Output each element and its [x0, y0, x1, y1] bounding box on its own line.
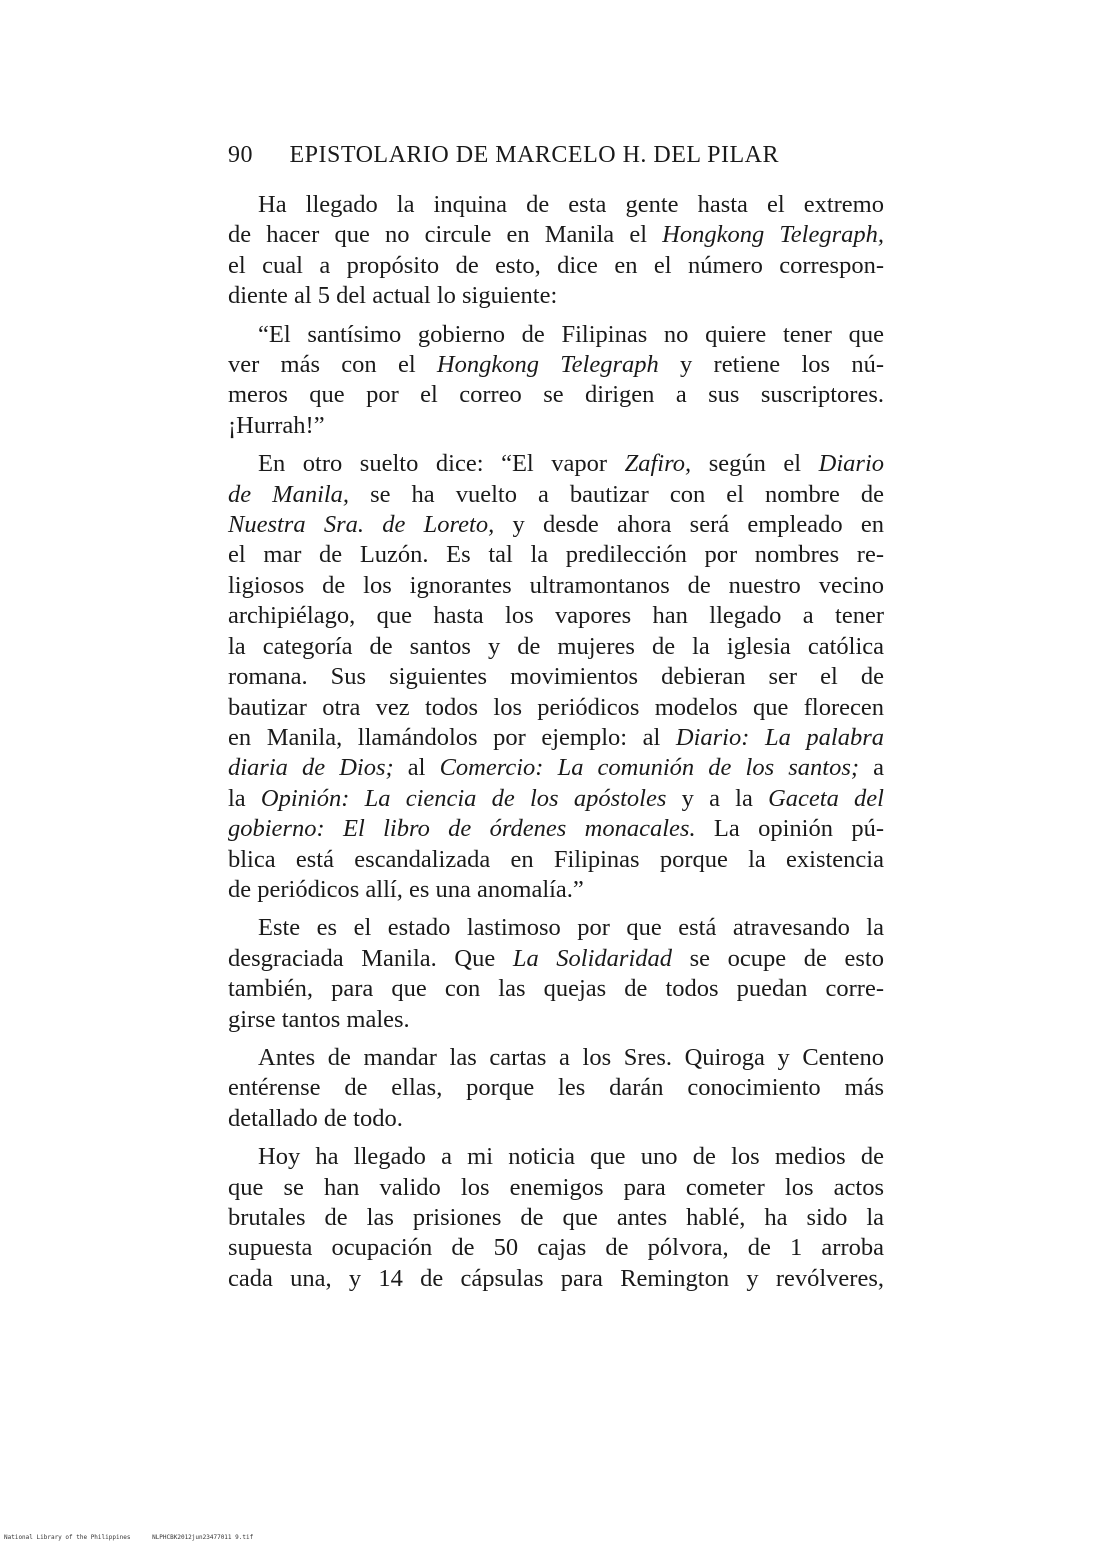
text-line: la categoría de santos y de mujeres de la iglesia católica — [228, 632, 884, 660]
text-line: meros que por el correo se dirigen a sus suscriptores. — [228, 381, 884, 409]
text-line: Antes de mandar las cartas a los Sres. Quiroga y Centeno — [258, 1043, 884, 1071]
page-header — [228, 142, 888, 169]
paragraph — [228, 320, 884, 442]
text-line: supuesta ocupación de 50 cajas de pólvora, de 1 arroba — [228, 1234, 884, 1262]
text-line: gobierno: El libro de órdenes monacales. La opinión pú- — [228, 815, 884, 843]
text-line: ¡Hurrah!” — [228, 411, 325, 439]
text-line: diaria de Dios; al Comercio: La comunión de los santos; a — [228, 754, 884, 782]
text-line: la Opinión: La ciencia de los apóstoles y a la Gaceta del — [228, 784, 884, 812]
body-text — [228, 190, 884, 1302]
text-line: girse tantos males. — [228, 1005, 410, 1033]
page-number: 90 — [228, 142, 253, 168]
paragraph — [228, 449, 884, 905]
text-line: blica está escandalizada en Filipinas porque la existencia — [228, 845, 884, 873]
text-line: archipiélago, que hasta los vapores han llegado a tener — [228, 602, 884, 630]
text-line: Nuestra Sra. de Loreto, y desde ahora será empleado en — [228, 511, 884, 539]
text-line: en Manila, llamándolos por ejemplo: al Diario: La palabra — [228, 723, 884, 751]
text-line: ver más con el Hongkong Telegraph y retiene los nú- — [228, 351, 884, 379]
text-line: brutales de las prisiones de que antes hablé, ha sido la — [228, 1204, 884, 1231]
text-line: entérense de ellas, porque les darán conocimiento más — [228, 1074, 884, 1102]
paragraph — [228, 190, 884, 312]
text-line: Este es el estado lastimoso por que está atravesando la — [258, 914, 884, 942]
text-line: En otro suelto dice: “El vapor Zafiro, según el Diario — [258, 450, 884, 478]
text-line: el mar de Luzón. Es tal la predilección por nombres re- — [228, 541, 884, 569]
text-line: el cual a propósito de esto, dice en el número correspon- — [228, 251, 884, 279]
text-line: ligiosos de los ignorantes ultramontanos de nuestro vecino — [228, 571, 884, 599]
scan-footer — [4, 1534, 253, 1541]
text-line: bautizar otra vez todos los periódicos modelos que florecen — [228, 693, 884, 721]
file-id-stamp: NLPHCBK2012jun23477011 9.tif — [152, 1534, 254, 1541]
text-line: “El santísimo gobierno de Filipinas no quiere tener que — [258, 320, 884, 348]
text-line: Hoy ha llegado a mi noticia que uno de los medios de — [258, 1143, 884, 1171]
text-line: cada una, y 14 de cápsulas para Remington y revólveres, — [228, 1264, 884, 1292]
text-line: detallado de todo. — [228, 1104, 403, 1132]
text-line: que se han valido los enemigos para cometer los actos — [228, 1173, 884, 1201]
text-line: romana. Sus siguientes movimientos debieran ser el de — [228, 663, 884, 691]
running-title: EPISTOLARIO DE MARCELO H. DEL PILAR — [289, 142, 779, 168]
text-line: Ha llegado la inquina de esta gente hasta el extremo — [258, 191, 884, 218]
text-line: de periódicos allí, es una anomalía.” — [228, 875, 584, 903]
text-line: desgraciada Manila. Que La Solidaridad se ocupe de esto — [228, 944, 884, 972]
text-line: de hacer que no circule en Manila el Hongkong Telegraph, — [228, 221, 884, 249]
library-stamp: National Library of the Philippines — [4, 1534, 131, 1541]
text-line: también, para que con las quejas de todos puedan corre- — [228, 975, 884, 1003]
paragraph — [228, 913, 884, 1035]
text-line: de Manila, se ha vuelto a bautizar con el nombre de — [228, 480, 884, 508]
paragraph — [228, 1142, 884, 1294]
text-line: diente al 5 del actual lo siguiente: — [228, 282, 558, 310]
paragraph — [228, 1043, 884, 1134]
